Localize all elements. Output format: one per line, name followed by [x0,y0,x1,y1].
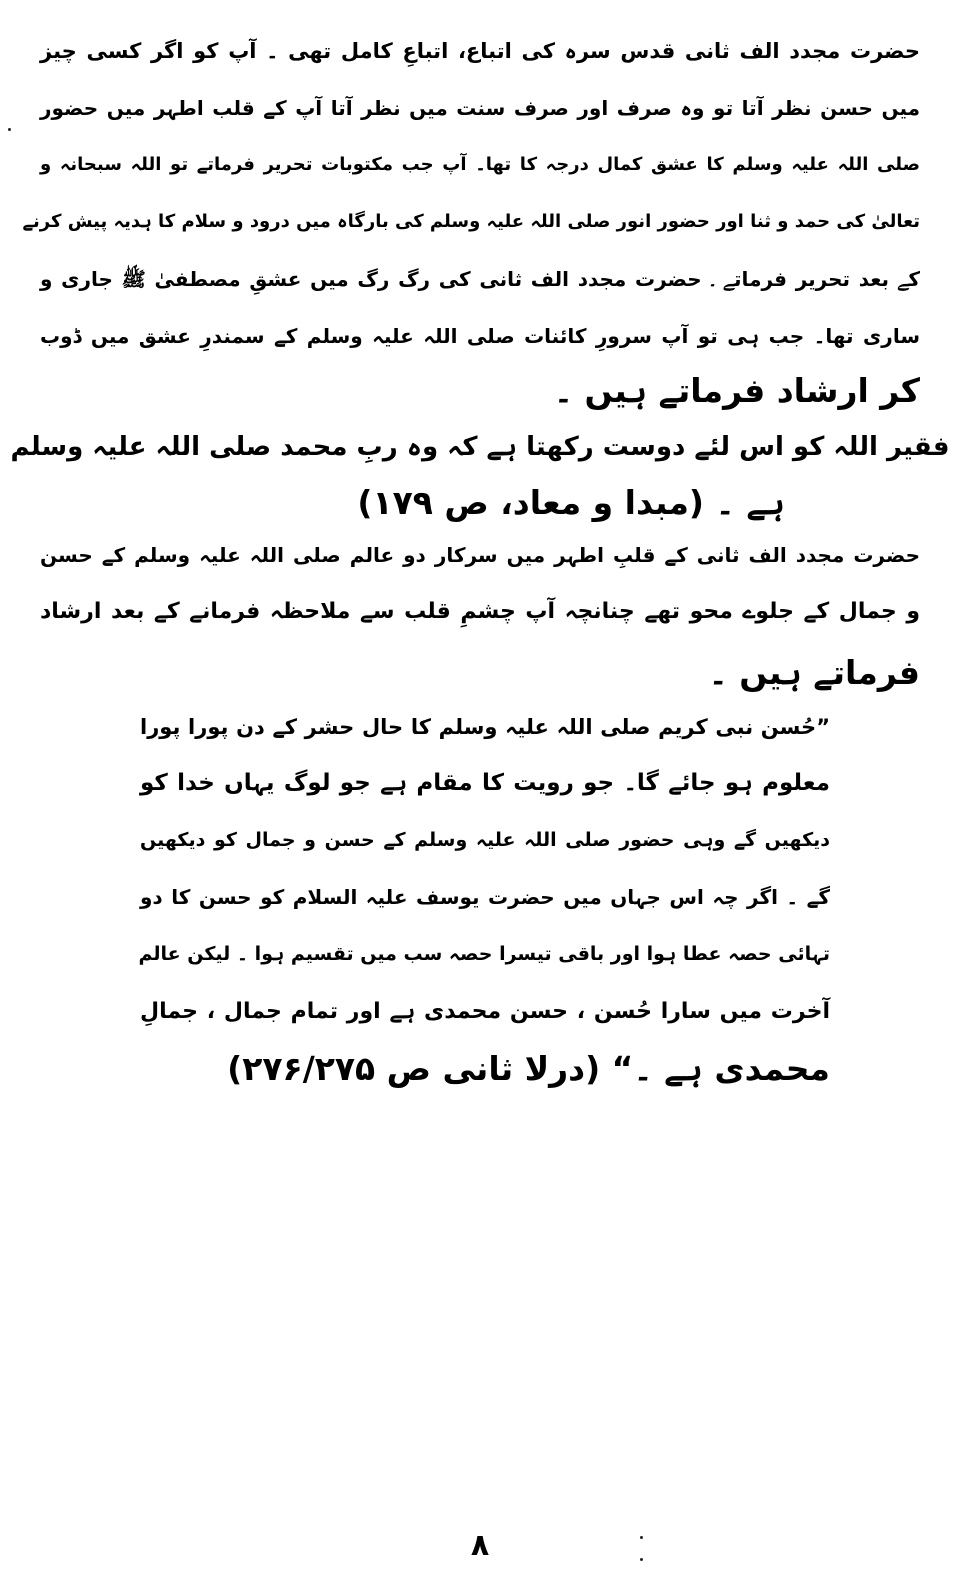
paragraph1-line-4: تعالیٰ کی حمد و ثنا اور حضور انور صلی اللہ علیہ وسلم کی بارگاہ میں درود و سلام کا ہدیہ پیش کرنے [22,211,920,232]
paragraph1-line-2: میں حسن نظر آتا تو وہ صرف اور صرف سنت میں نظر آتا آپ کے قلب اطہر میں حضور [40,96,920,120]
scan-speck [8,128,11,131]
paragraph2-line-3: فرماتے ہیں ۔ [708,653,920,692]
paragraph1-line-3: صلی اللہ علیہ وسلم کا عشق کمال درجہ کا تھا۔ آپ جب مکتوبات تحریر فرماتے تو اللہ سبحانہ و [40,154,920,175]
quote2-line-5: تہائی حصہ عطا ہوا اور باقی تیسرا حصہ سب میں تقسیم ہوا ۔ لیکن عالم [138,943,830,965]
quote2-line-1: ”حُسن نبی کریم صلی اللہ علیہ وسلم کا حال حشر کے دن پورا پورا [140,715,830,739]
paragraph1-line-7: کر ارشاد فرماتے ہیں ۔ [553,371,920,410]
paragraph1-line-5: کے بعد تحریر فرماتے ۔ حضرت مجدد الف ثانی کی رگ رگ میں عشقِ مصطفیٰ ﷺ جاری و [40,267,920,291]
quote2-line-6: آخرت میں سارا حُسن ، حسن محمدی ہے اور تمام جمال ، جمالِ [140,999,830,1024]
paragraph2-line-1: حضرت مجدد الف ثانی کے قلبِ اطہر میں سرکار دو عالم صلی اللہ علیہ وسلم کے حسن [40,543,920,567]
quote2-line-2: معلوم ہو جائے گا۔ جو رویت کا مقام ہے جو لوگ یہاں خدا کو [140,770,830,796]
quote2-line-3: دیکھیں گے وہی حضور صلی اللہ علیہ وسلم کے حسن و جمال کو دیکھیں [140,829,830,851]
quote2-line-7: محمدی ہے ۔“ (درلا ثانی ص ۲۷۶/۲۷۵) [227,1049,830,1088]
paragraph2-line-2: و جمال کے جلوے محو تھے چنانچہ آپ چشمِ قلب سے ملاحظہ فرمانے کے بعد ارشاد [40,599,920,624]
quote1-line-1: فقیر اللہ کو اس لئے دوست رکھتا ہے کہ وہ ربِ محمد صلی اللہ علیہ وسلم [10,432,950,462]
quote2-line-4: گے ۔ اگر چہ اس جہاں میں حضرت یوسف علیہ السلام کو حسن کا دو [140,885,830,909]
page-number: ۸ [470,1528,490,1563]
paragraph1-line-6: ساری تھا۔ جب ہی تو آپ سرورِ کائنات صلی اللہ علیہ وسلم کے سمندرِ عشق میں ڈوب [40,324,920,348]
paragraph1-line-1: حضرت مجدد الف ثانی قدس سرہ کی اتباع، اتباعِ کامل تھی ۔ آپ کو اگر کسی چیز [40,39,920,63]
quote1-line-2: ہے ۔ (مبدا و معاد، ص ۱۷۹) [357,483,785,522]
